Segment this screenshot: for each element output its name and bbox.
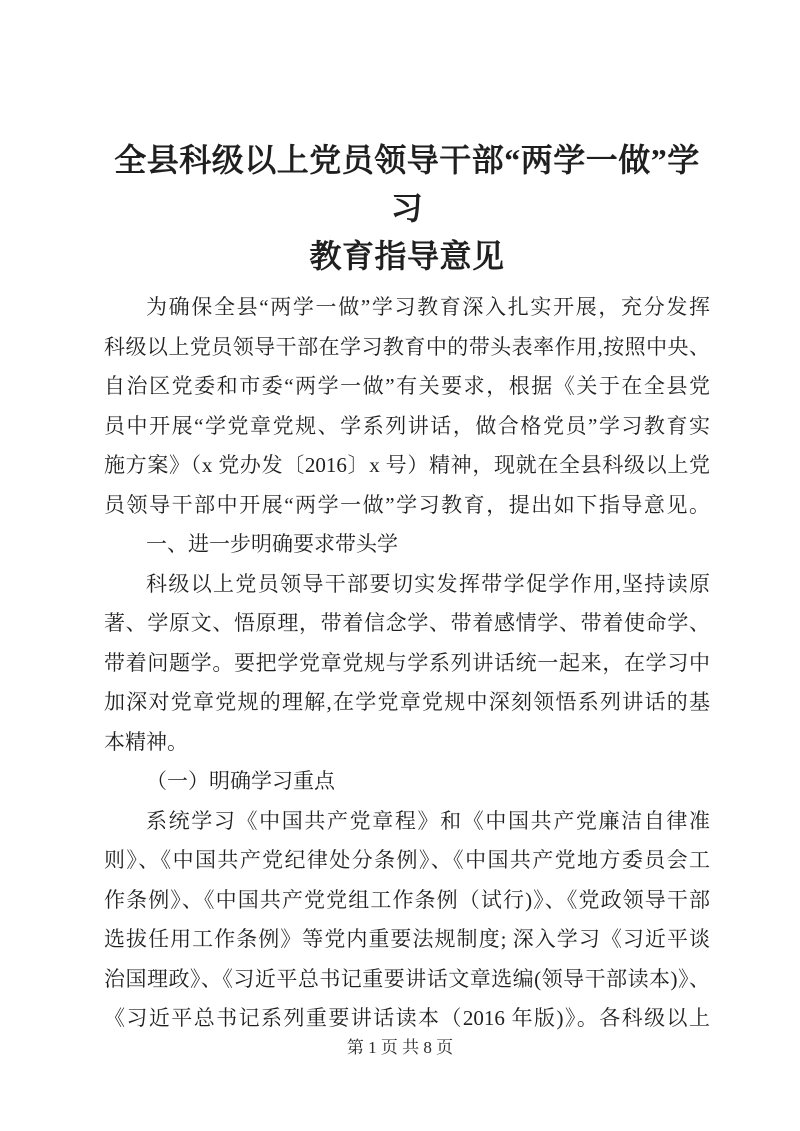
body-line: 为确保全县“两学一做”学习教育深入扎实开展，充分发挥 [146, 295, 710, 319]
body-line: 治国理政》、《习近平总书记重要讲话文章选编(领导干部读本)》、 [104, 966, 710, 991]
body-line: 自治区党委和市委“两学一做”有关要求，根据《关于在全县党 [104, 374, 710, 398]
body-line: 科级以上党员领导干部要切实发挥带学促学作用,坚持读原 [146, 571, 710, 596]
body-line: 著、学原文、悟原理，带着信念学、带着感情学、带着使命学、 [104, 611, 710, 635]
body-line: 一、进一步明确要求带头学 [146, 532, 398, 556]
body-line: 科级以上党员领导干部在学习教育中的带头表率作用,按照中央、 [104, 334, 710, 359]
body-line: 则》、《中国共产党纪律处分条例》、《中国共产党地方委员会工 [104, 848, 710, 872]
body-line: 《习近平总书记系列重要讲话读本（2016 年版)》。各科级以上 [104, 1006, 710, 1030]
body-line: 施方案》（x 党办发〔2016〕x 号）精神，现就在全县科级以上党 [104, 453, 710, 477]
document-body [104, 288, 710, 1039]
body-line: （一）明确学习重点 [146, 769, 335, 793]
document-page [104, 0, 710, 1131]
title-line-1: 全县科级以上党员领导干部“两学一做”学习 [114, 142, 700, 226]
body-line: 系统学习《中国共产党章程》和《中国共产党廉洁自律准 [146, 808, 710, 833]
body-line: 加深对党章党规的理解,在学党章党规中深刻领悟系列讲话的基 [104, 690, 710, 714]
body-line: 员领导干部中开展“两学一做”学习教育，提出如下指导意见。 [104, 492, 710, 517]
body-line: 员中开展“学党章党规、学系列讲话，做合格党员”学习教育实 [104, 413, 710, 438]
body-line: 作条例》、《中国共产党党组工作条例（试行)》、《党政领导干部 [104, 887, 710, 912]
document-title [104, 136, 710, 280]
body-line: 选拔任用工作条例》等党内重要法规制度; 深入学习《习近平谈 [104, 927, 710, 951]
body-line: 带着问题学。要把学党章党规与学系列讲话统一起来，在学习中 [104, 650, 710, 675]
title-line-2: 教育指导意见 [309, 238, 505, 274]
body-line: 本精神。 [104, 729, 188, 754]
page-number-footer: 第 1 页 共 8 页 [346, 1038, 454, 1057]
